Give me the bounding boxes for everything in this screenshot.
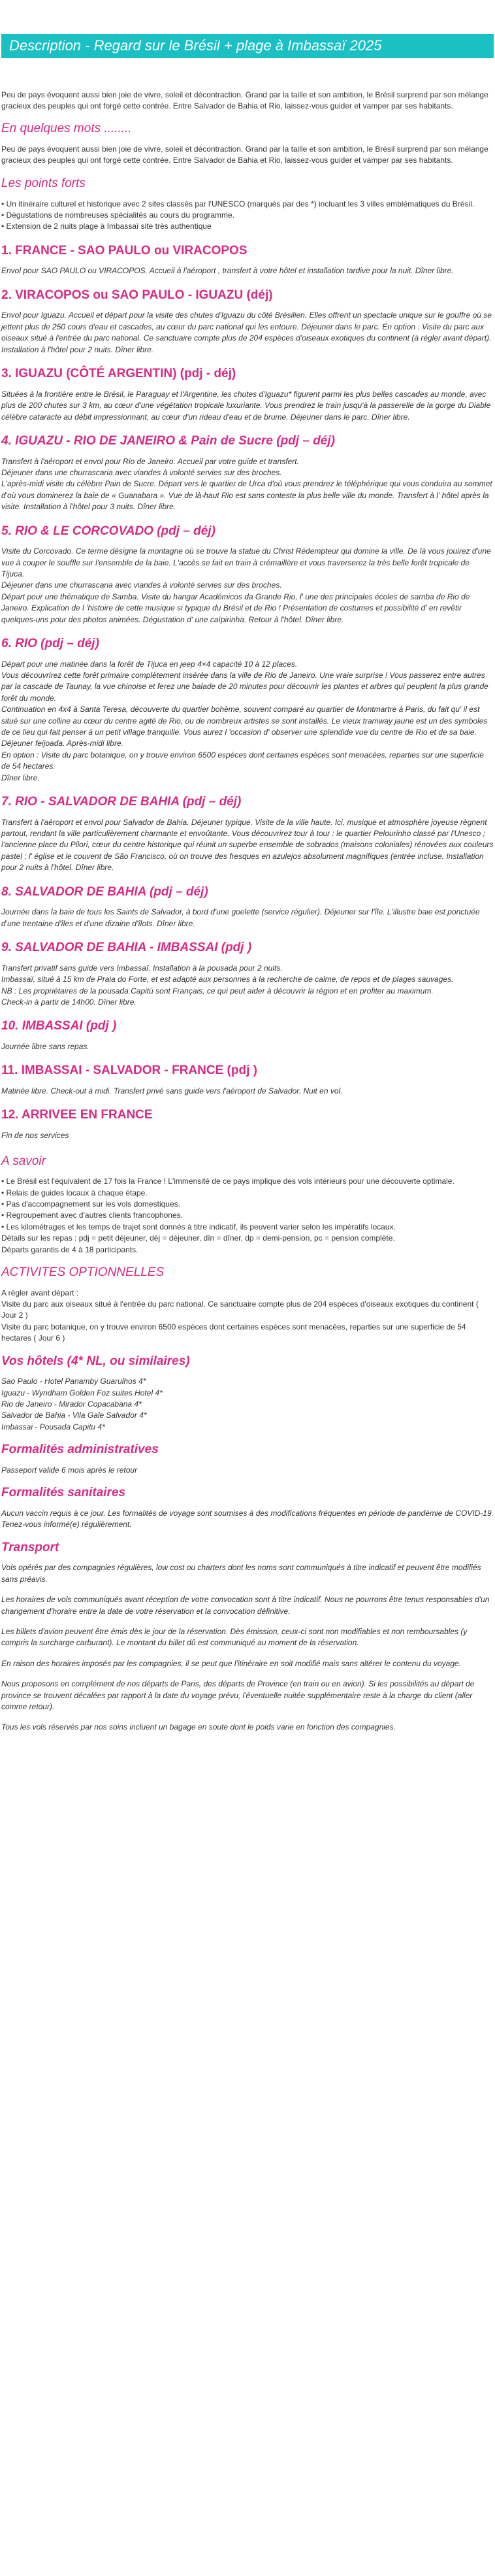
day-text: Envol pour SAO PAULO ou VIRACOPOS. Accueil à l'aéroport , transfert à votre hôtel et installation tardive pour la nuit. Dîner libre.	[1, 266, 454, 276]
hotels-text: Sao Paulo - Hotel Panamby Guarulhos 4* Iguazu - Wyndham Golden Foz suites Hotel 4* Rio de Janeiro - Mirador Copacabana 4* Salvador de Bahia - Vila Gale Salvador 4* Imbassai - Pousada Capitu 4*	[1, 1377, 163, 1431]
day-block	[1, 243, 494, 277]
transport-paragraph: Vols opérés par des compagnies régulières, low cost ou charters dont les noms sont communiqués à titre indicatif et peuvent être modifiés sans préavis.	[1, 1563, 481, 1584]
formalites-sanitaires-text: Aucun vaccin requis à ce jour. Les formalités de voyage sont soumises à des modifications fréquentes en période de pandémie de COVID-19. Tenez-vous informé(e) régulièrement.	[1, 1509, 494, 1530]
intro-text: Peu de pays évoquent aussi bien joie de vivre, soleil et décontraction. Grand par la taille et son ambition, le Brésil surprend par son mélange gracieux des peuples qui ont forgé cette contrée. Entre Salvador de Bahia et Rio, laissez-vous guider et vamper par ses habitants.	[1, 90, 488, 110]
transport-paragraph: Les horaires de vols communiqués avant réception de votre convocation sont à titre indicatif. Nous ne pourrons être tenus responsables d'un changement d'horaire entre la date de votre réservation et la convocation définitive.	[1, 1595, 490, 1616]
transport-paragraph: Tous les vols réservés par nos soins incluent un bagage en soute dont le poids varie en fonction des compagnies.	[1, 1722, 396, 1732]
day-heading: 5. RIO & LE CORCOVADO (pdj – déj)	[1, 524, 216, 538]
section-heading-a-savoir: A savoir	[1, 1154, 46, 1168]
day-text: Transfert privatif sans guide vers Imbassaï. Installation à la pousada pour 2 nuits. Imbassaï, situé à 15 km de Praia do Forte, et est adapté aux personnes à la recherche de calme, de repos et de plages sauvages. NB : Les propriétaires de la pousada Capitú sont Français, ce qui peut aider à découvrir la région et en profiter au maximum. Check-in à partir de 14h00. Dîner libre.	[1, 963, 454, 1007]
day-text: Situées à la frontière entre le Brésil, le Paraguay et l'Argentine, les chutes d'Iguazu* figurent parmi les plus belles cascades au monde, avec plus de 200 chutes sur 3 km, au cœur d'une végétation tropicale luxuriante. Vous prendrez le train jusqu'à la passerelle de la gorge du Diable célèbre cataracte au débit impressionnant, au cœur d'un rideau d'eau et de brume. Déjeuner dans le parc. Dîner libre.	[1, 389, 491, 422]
day-block	[1, 366, 494, 423]
day-block	[1, 636, 494, 784]
day-heading: 8. SALVADOR DE BAHIA (pdj – déj)	[1, 884, 208, 899]
activites-text: A régler avant départ : Visite du parc aux oiseaux situé à l'entrée du parc national. Ce sanctuaire compte plus de 204 espèces d'oiseaux exotiques du continent ( Jour 2 ) Visite du parc botanique, on y trouve environ 6500 espèces dont certaines espèces sont menacées, reparties sur une superficie de 54 hectares ( Jour 6 )	[1, 1288, 479, 1343]
day-block	[1, 884, 494, 929]
section-heading-points-forts: Les points forts	[1, 176, 86, 190]
day-text: Fin de nos services	[1, 1131, 69, 1141]
transport-paragraph: Les billets d'avion peuvent être émis dès le jour de la réservation. Dès émission, ceux-ci sont non modifiables et non remboursables (y compris la surcharge carburant). Le montant du billet dû est communiqué au moment de la réservation.	[1, 1627, 468, 1648]
page-title: Description - Regard sur le Brésil + plage à Imbassaï 2025	[1, 34, 494, 58]
section-heading-en-quelques-mots: En quelques mots ........	[1, 122, 132, 136]
transport-paragraph: En raison des horaires imposés par les compagnies, il se peut que l'itinéraire en soit modifié mais sans altérer le contenu du voyage.	[1, 1658, 461, 1668]
day-text: Journée libre sans repas.	[1, 1041, 89, 1051]
day-text: Envol pour Iguazu. Accueil et départ pour la visite des chutes d'Iguazu du côté Brésilien. Elles offrent un spectacle unique sur le gouffre où se jettent plus de 250 cours d'eau et cascades, au cœur du parc national qui les entoure. Déjeuner dans le parc. En option : Visite du parc aux oiseaux situé à l'entrée du parc national. Ce sanctuaire compte plus de 204 espèces d'oiseaux exotiques du continent (à régler avant départ). Installation à l'hôtel pour 2 nuits. Dîner libre.	[1, 310, 492, 354]
day-text: Visite du Corcovado. Ce terme désigne la montagne où se trouve la statue du Christ Rédempteur qui domine la ville. De là vous jouirez d'une vue à couper le souffle sur l'ensemble de la baie. L'accès se fait en train à crémaillère et vous traverserez la très belle forêt tropicale de Tijuca. Déjeuner dans une churrascaria avec viandes à volonté servies sur des broches. Départ pour une thématique de Samba. Visite du hangar Académicos da Grande Rio, l' une des principales écoles de samba de Rio de Janeiro. Explication de l 'histoire de cette musique si typique du Brésil et de Rio ! Présentation de costumes et possibilité d' en revêtir quelques-uns pour des photos animées. Dégustation d' une caïpirinha. Retour à l'hôtel. Dîner libre.	[1, 546, 491, 624]
day-block	[1, 1107, 494, 1141]
day-block	[1, 940, 494, 1008]
day-heading: 11. IMBASSAI - SALVADOR - FRANCE (pdj )	[1, 1063, 257, 1078]
day-heading: 7. RIO - SALVADOR DE BAHIA (pdj – déj)	[1, 794, 242, 809]
day-text: Transfert à l'aéroport et envol pour Salvador de Bahia. Déjeuner typique. Visite de la ville haute. Ici, musique et atmosphère joyeuse règnent partout, rendant la ville particulièrement charmante et envoûtante. Vous découvrirez tour à tour : le quartier Pelourinho classé par l'Unesco ; l'ancienne place du Pilori, cœur du centre historique qui réunit un superbe ensemble de sobrados (maisons coloniales) rénovées aux couleurs pastel ; l' église et le couvent de São Francisco, où on trouve des fresques en azulejos absolument magnifiques (entrée incluse. Installation pour 2 nuits à l'hôtel. Dîner libre.	[1, 817, 494, 873]
section-heading-activites: ACTIVITES OPTIONNELLES	[1, 1265, 165, 1279]
day-heading: 9. SALVADOR DE BAHIA - IMBASSAI (pdj )	[1, 941, 252, 955]
day-block	[1, 1063, 494, 1097]
itinerary	[1, 243, 494, 1142]
day-heading: 1. FRANCE - SAO PAULO ou VIRACOPOS	[1, 243, 248, 258]
points-forts-text: • Un itinéraire culturel et historique avec 2 sites classés par l'UNESCO (marqués par des *) incluant les 3 villes emblématiques du Brésil. • Dégustations de nombreuses spécialités au cours du programme. • Extension de 2 nuits plage à Imbassaï site très authentique	[1, 199, 475, 231]
day-heading: 2. VIRACOPOS ou SAO PAULO - IGUAZU (déj)	[1, 288, 273, 302]
day-block	[1, 524, 494, 626]
section-heading-formalites-administratives: Formalités administratives	[1, 1443, 159, 1457]
section-heading-hotels: Vos hôtels (4* NL, ou similaires)	[1, 1354, 190, 1368]
transport-paragraph: Nous proposons en complément de nos départs de Paris, des départs de Province (en train ou en avion). Si les possibilités au départ de province se trouvent décalées par rapport à la date du voyage prévu, l'éventuelle nuitée supplémentaire reste à la charge du client (aller comme retour).	[1, 1679, 475, 1711]
section-heading-formalites-sanitaires: Formalités sanitaires	[1, 1486, 126, 1500]
day-heading: 3. IGUAZU (CÔTÉ ARGENTIN) (pdj - déj)	[1, 367, 236, 381]
day-heading: 4. IGUAZU - RIO DE JANEIRO & Pain de Sucre (pdj – déj)	[1, 433, 335, 448]
formalites-administratives-text: Passeport valide 6 mois après le retour	[1, 1465, 138, 1475]
day-text: Départ pour une matinée dans la forêt de Tijuca en jeep 4×4 capacité 10 à 12 places. Vous découvrirez cette forêt primaire complètement insérée dans la ville de Rio de Janeiro. Une vraie surprise ! Vous passerez entre autres par la cascade de Taunay, la vue chinoise et ferez une balade de 20 minutes pour découvrir les plantes et arbres qui peuplent la plus grande forêt du monde. Continuation en 4x4 à Santa Teresa, découverte du quartier bohème, souvent comparé au quartier de Montmartre à Paris, du fait qu' il est situé sur une colline au cœur du centre agité de Rio, ou de nombreux artistes se sont installés. Le vieux tramway jaune est un des symboles de ce lieu qui fait penser à un petit village tranquille. Vous aurez l 'occasion d' observer une splendide vue du centre de Rio et de sa baie. Déjeuner feijoada. Après-midi libre. En option : Visite du parc botanique, on y trouve environ 6500 espèces dont certaines espèces sont menacées, reparties sur une superficie de 54 hectares. Dîner libre.	[1, 659, 488, 782]
section-heading-transport: Transport	[1, 1540, 59, 1554]
day-block	[1, 1018, 494, 1052]
day-block	[1, 433, 494, 513]
day-text: Matinée libre. Check-out à midi. Transfert privé sans guide vers l'aéroport de Salvador. Nuit en vol.	[1, 1086, 343, 1096]
en-quelques-mots-text: Peu de pays évoquent aussi bien joie de vivre, soleil et décontraction. Grand par la taille et son ambition, le Brésil surprend par son mélange gracieux des peuples qui ont forgé cette contrée. Entre Salvador de Bahia et Rio, laissez-vous guider et vamper par ses habitants.	[1, 144, 488, 165]
day-block	[1, 794, 494, 874]
day-heading: 6. RIO (pdj – déj)	[1, 636, 99, 650]
day-heading: 12. ARRIVEE EN FRANCE	[1, 1108, 153, 1122]
page	[1, 34, 494, 1733]
day-text: Journée dans la baie de tous les Saints de Salvador, à bord d'une goelette (service régulier). Déjeuner sur l'île. L'illustre baie est ponctuée d'une trentaine d'îles et d'une dizaine d'îlots. Dîner libre.	[1, 907, 480, 928]
day-text: Transfert à l'aéroport et envol pour Rio de Janeiro. Accueil par votre guide et transfert. Déjeuner dans une churrascaria avec viandes à volonté servies sur des broches. L'après-midi visite du célèbre Pain de Sucre. Départ vers le quartier de Urca d'où vous prendrez le téléphérique qui vous conduira au sommet d'où vous dominerez la baie de « Guanabara ». Vue de là-haut Rio est sans conteste la plus belle ville du monde. Transfert à l' hôtel après la visite. Installation à l'hôtel pour 3 nuits. Dîner libre.	[1, 456, 492, 512]
a-savoir-text: • Le Brésil est l'équivalent de 17 fois la France ! L'immensité de ce pays implique des vols intérieurs pour une découverte optimale. • Relais de guides locaux à chaque étape. • Pas d'accompagnement sur les vols domestiques. • Regroupement avec d'autres clients francophones. • Les kilométrages et les temps de trajet sont donnés à titre indicatif, ils peuvent varier selon les impératifs locaux. Détails sur les repas : pdj = petit déjeuner, déj = déjeuner, dîn = dîner, dp = demi-pension, pc = pension complète. Départs garantis de 4 à 18 participants.	[1, 1177, 455, 1254]
day-block	[1, 288, 494, 356]
day-heading: 10. IMBASSAI (pdj )	[1, 1019, 117, 1033]
